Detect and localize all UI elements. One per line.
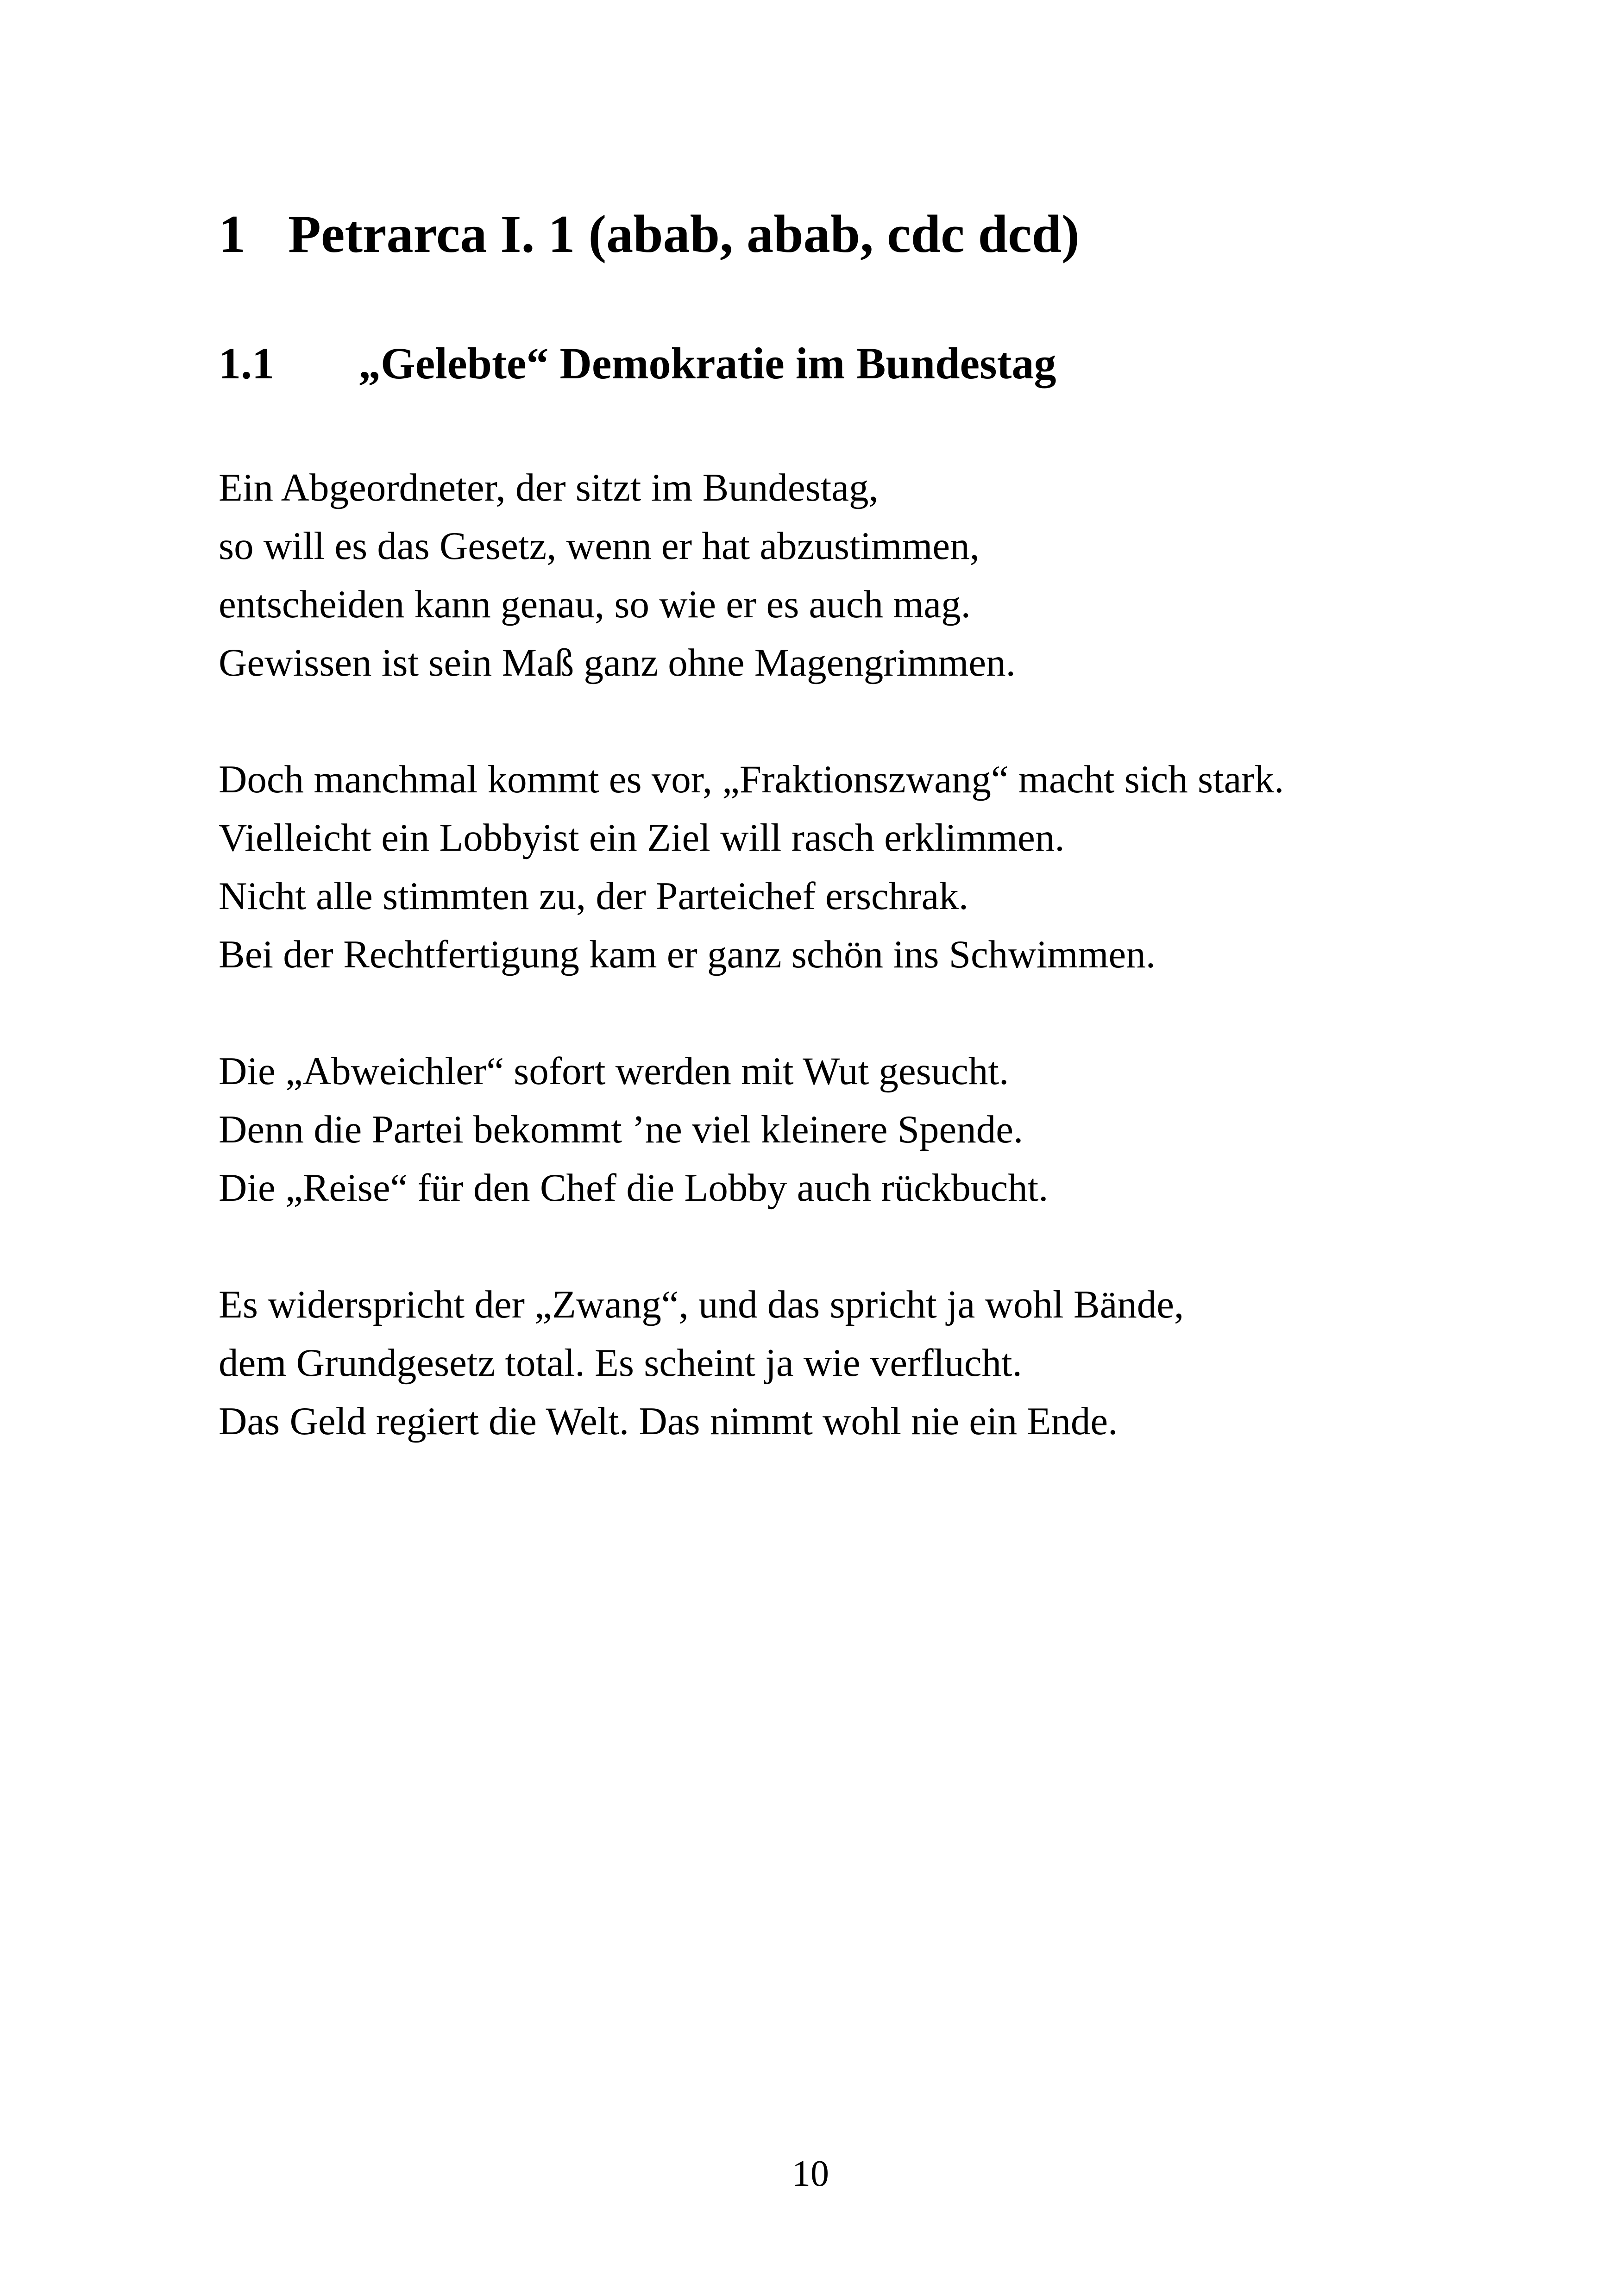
poem-line: Denn die Partei bekommt ’ne viel kleinere Spende.	[219, 1108, 1024, 1151]
poem-line: Die „Abweichler“ sofort werden mit Wut gesucht.	[219, 1049, 1009, 1093]
stanza-3	[219, 1042, 1469, 1217]
chapter-number: 1	[219, 205, 245, 264]
chapter-title: Petrarca I. 1 (abab, abab, cdc dcd)	[288, 205, 1080, 264]
poem-line: Vielleicht ein Lobbyist ein Ziel will rasch erklimmen.	[219, 816, 1065, 859]
poem-line: Es widerspricht der „Zwang“, und das spricht ja wohl Bände,	[219, 1283, 1184, 1326]
stanza-2	[219, 750, 1469, 984]
section-number: 1.1	[219, 339, 274, 388]
poem-line: Ein Abgeordneter, der sitzt im Bundestag,	[219, 466, 879, 509]
poem-line: entscheiden kann genau, so wie er es auch mag.	[219, 583, 971, 626]
section-heading	[219, 338, 1056, 389]
poem-line: Die „Reise“ für den Chef die Lobby auch rückbucht.	[219, 1166, 1049, 1210]
chapter-heading	[219, 204, 1080, 265]
poem-line: Nicht alle stimmten zu, der Parteichef erschrak.	[219, 874, 969, 918]
page-number: 10	[792, 2153, 829, 2194]
poem-body	[219, 458, 1469, 1509]
poem-line: so will es das Gesetz, wenn er hat abzustimmen,	[219, 524, 980, 568]
section-title: „Gelebte“ Demokratie im Bundestag	[358, 339, 1056, 388]
poem-line: Das Geld regiert die Welt. Das nimmt wohl nie ein Ende.	[219, 1399, 1118, 1443]
stanza-1	[219, 458, 1469, 692]
poem-line: Gewissen ist sein Maß ganz ohne Magengrimmen.	[219, 641, 1016, 684]
poem-line: Doch manchmal kommt es vor, „Fraktionszwang“ macht sich stark.	[219, 758, 1284, 801]
poem-line: Bei der Rechtfertigung kam er ganz schön ins Schwimmen.	[219, 933, 1156, 976]
stanza-4	[219, 1275, 1469, 1450]
poem-line: dem Grundgesetz total. Es scheint ja wie verflucht.	[219, 1341, 1022, 1385]
